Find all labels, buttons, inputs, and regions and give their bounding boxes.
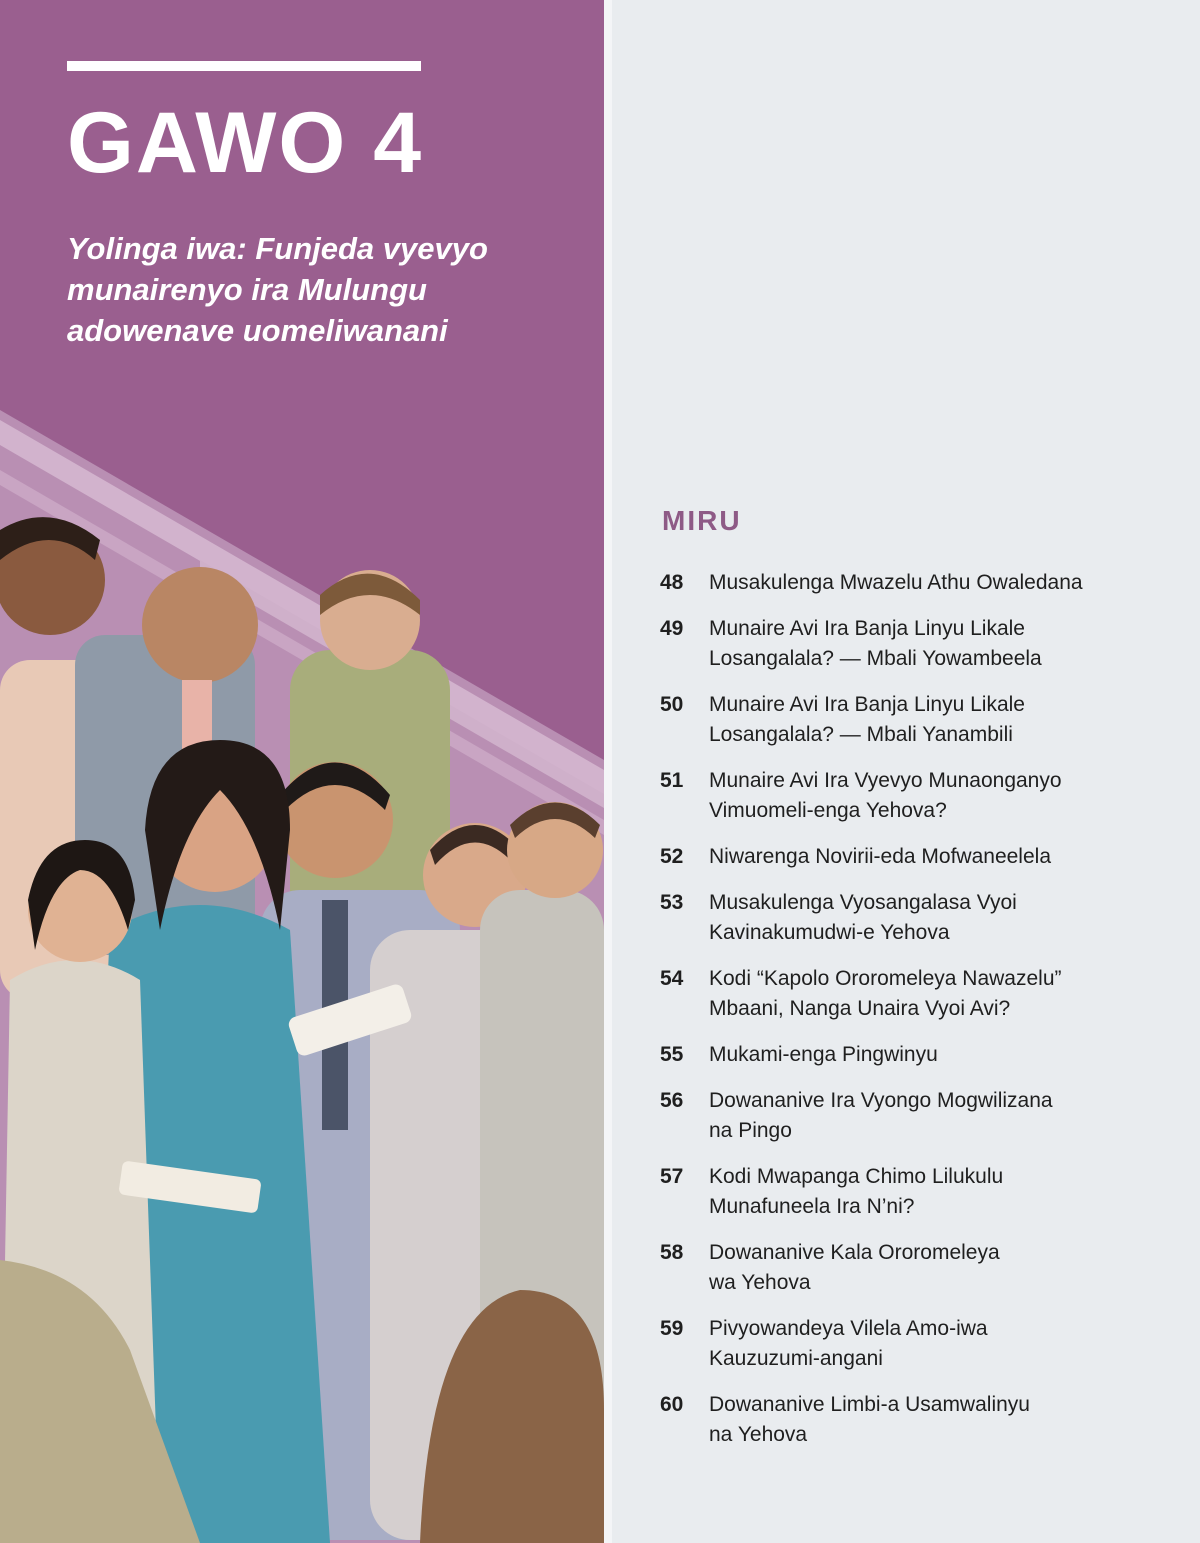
toc-item[interactable] <box>660 964 1180 1024</box>
toc-title-line: wa Yehova <box>709 1271 811 1294</box>
toc-title <box>709 614 1180 674</box>
toc-item[interactable] <box>660 1314 1180 1374</box>
contents-heading: MIRU <box>662 505 742 536</box>
page-divider <box>604 0 612 1543</box>
toc-title-line: Losangalala? — Mbali Yanambili <box>709 723 1013 746</box>
toc-item[interactable] <box>660 1238 1180 1298</box>
contents-panel <box>612 0 1200 1543</box>
toc-title-line: Dowananive Limbi-a Usamwalinyu <box>709 1393 1030 1416</box>
toc-number: 53 <box>660 891 684 914</box>
part-subtitle: Yolinga iwa: Funjeda vyevyo munairenyo ira Mulungu adowenave uomeliwanani <box>67 231 488 349</box>
toc-number: 60 <box>660 1393 684 1416</box>
toc-number: 54 <box>660 967 684 990</box>
toc-title-line: Munaire Avi Ira Vyevyo Munaonganyo <box>709 769 1062 792</box>
toc-title <box>709 1238 1180 1298</box>
toc-title-line: Dowananive Kala Ororomeleya <box>709 1241 1000 1264</box>
toc-item[interactable] <box>660 766 1180 826</box>
toc-item[interactable] <box>660 690 1180 750</box>
toc-title <box>709 1390 1180 1450</box>
part-title: GAWO 4 <box>67 95 424 191</box>
toc-title-line: Kodi “Kapolo Ororomeleya Nawazelu” <box>709 967 1062 990</box>
toc-number: 58 <box>660 1241 684 1264</box>
toc-title-line: Losangalala? — Mbali Yowambeela <box>709 647 1042 670</box>
toc-item[interactable] <box>660 842 1180 872</box>
table-of-contents <box>660 568 1180 1466</box>
toc-title-line: na Yehova <box>709 1423 808 1446</box>
toc-title-line: Munaire Avi Ira Banja Linyu Likale <box>709 617 1025 640</box>
toc-title <box>709 1162 1180 1222</box>
toc-number: 59 <box>660 1317 684 1340</box>
toc-title-line: Vimuomeli-enga Yehova? <box>709 799 947 822</box>
toc-number: 55 <box>660 1043 684 1066</box>
toc-number: 51 <box>660 769 684 792</box>
toc-item[interactable] <box>660 888 1180 948</box>
toc-title-line: Dowananive Ira Vyongo Mogwilizana <box>709 1089 1053 1112</box>
toc-title-line: Munaire Avi Ira Banja Linyu Likale <box>709 693 1025 716</box>
congregation-meeting-illustration <box>0 410 604 1543</box>
toc-item[interactable] <box>660 1390 1180 1450</box>
toc-item[interactable] <box>660 568 1180 598</box>
toc-title-line: Pivyowandeya Vilela Amo-iwa <box>709 1317 988 1340</box>
toc-title-line: Niwarenga Novirii-eda Mofwaneelela <box>709 845 1051 868</box>
toc-title-line: na Pingo <box>709 1119 792 1142</box>
toc-number: 56 <box>660 1089 684 1112</box>
toc-number: 49 <box>660 617 684 640</box>
toc-title-line: Mbaani, Nanga Unaira Vyoi Avi? <box>709 997 1011 1020</box>
toc-title-line: Musakulenga Mwazelu Athu Owaledana <box>709 571 1083 594</box>
toc-title <box>709 1086 1180 1146</box>
toc-item[interactable] <box>660 1162 1180 1222</box>
toc-item[interactable] <box>660 614 1180 674</box>
toc-number: 52 <box>660 845 684 868</box>
toc-title <box>709 842 1180 872</box>
toc-number: 57 <box>660 1165 684 1188</box>
toc-title-line: Musakulenga Vyosangalasa Vyoi <box>709 891 1017 914</box>
toc-number: 48 <box>660 571 684 594</box>
toc-item[interactable] <box>660 1086 1180 1146</box>
toc-title <box>709 690 1180 750</box>
toc-title-line: Kodi Mwapanga Chimo Lilukulu <box>709 1165 1004 1188</box>
toc-title <box>709 1314 1180 1374</box>
toc-title <box>709 766 1180 826</box>
toc-title-line: Mukami-enga Pingwinyu <box>709 1043 938 1066</box>
toc-item[interactable] <box>660 1040 1180 1070</box>
title-rule <box>67 61 421 71</box>
toc-title-line: Kavinakumudwi-e Yehova <box>709 921 950 944</box>
toc-title <box>709 568 1180 598</box>
toc-title <box>709 964 1180 1024</box>
toc-title-line: Kauzuzumi-angani <box>709 1347 883 1370</box>
toc-title-line: Munafuneela Ira N’ni? <box>709 1195 915 1218</box>
toc-number: 50 <box>660 693 684 716</box>
toc-title <box>709 888 1180 948</box>
toc-title <box>709 1040 1180 1070</box>
